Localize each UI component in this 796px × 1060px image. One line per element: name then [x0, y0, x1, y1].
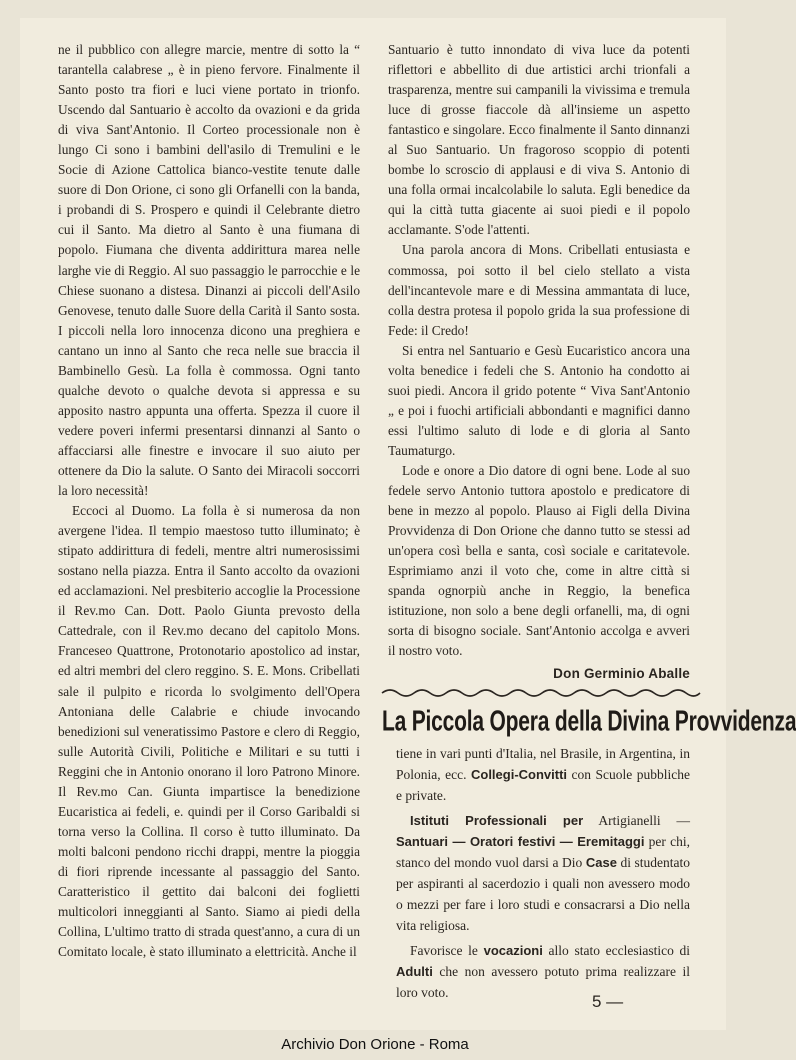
article-paragraph: Una parola ancora di Mons. Cribellati entusiasta e commossa, poi sotto il bel cielo stellato a vista dell'incantevole mare e di Messina ammantata di luce, colla destra protesa il popolo grida la sua professione di Fede: il Credo! — [388, 242, 690, 338]
advert-text: tiene in vari punti d'Italia, nel Brasile, in Argentina, in Polonia, ecc. — [396, 745, 690, 782]
article-paragraph: Lode e onore a Dio datore di ogni bene. Lode al suo fedele servo Antonio tuttora apostolo e predicatore di bene in mezzo al popolo. Plauso ai Figli della Divina Provvidenza di Don Orione che danno tutto se stessi ad un'opera così bella e santa, così sociale e caritatevole. Esprimiamo anzi il voto che, come in altre città si spanda ognorpiù anche in Reggio, la benefica istituzione, non solo a bene degli orfanelli, ma, di ogni sorta di bisogno sociale. Sant'Antonio accolga e avveri il nostro voto. — [388, 462, 690, 659]
article-paragraph: Santuario è tutto innondato di viva luce da potenti riflettori e abbellito di due artistici archi trionfali a trasparenza, mentre sui campanili la vivissima e tremula luce di grosse fiaccole dà all'insieme un aspetto fantastico e singolare. Ecco finalmente il Santo dinnanzi al Suo Santuario. Un fragoroso scoppio di potenti bombe lo scroscio di applausi e di viva S. Antonio di una folla ormai incalcolabile lo saluta. Egli benedice da qui la città tutta giacente ai suoi piedi e il popolo acclamante. S'ode l'attenti. — [388, 42, 690, 238]
magazine-page — [20, 18, 796, 1030]
advert-text: Artigianelli — — [598, 812, 690, 828]
advert-bold: Santuari — Oratori festivi — Eremitaggi — [396, 833, 645, 849]
advert-bold: Collegi-Convitti — [470, 766, 568, 782]
advert-paragraph — [396, 810, 690, 936]
article-paragraph: Si entra nel Santuario e Gesù Eucaristico ancora una volta benedice i fedeli che S. Antonio ha condotto ai suoi piedi. Ancora il grido potente “ Viva Sant'Antonio „ e poi i fuochi artificiali abbondanti e magnifici danno essi l'ultimo saluto di lode e di gloria al Santo Taumaturgo. — [388, 342, 690, 458]
advert-bold: Istituti Professionali per — [410, 812, 584, 828]
advert-body — [388, 743, 690, 1003]
advert-bold: Case — [585, 854, 617, 870]
wavy-divider — [382, 687, 700, 699]
advert-paragraph — [396, 743, 690, 806]
advert-text: Favorisce le — [410, 942, 478, 958]
advert-text: con Scuole pubbliche e private. — [396, 766, 690, 803]
right-column — [382, 40, 796, 1007]
advert-text: che non avessero potuto prima realizzare il loro voto. — [396, 963, 691, 1000]
advert-text: per chi, stanco del mondo vuol darsi a Dio — [396, 833, 691, 870]
article-paragraph: Eccoci al Duomo. La folla è si numerosa da non avergene l'idea. Il tempio maestoso tutto illuminato; è stipato addirittura di fedeli, mentre altri numerosissimi sostano nella piazza. Entra il Santo accolto da ovazioni ed acclamazioni. Nel presbiterio accoglie la Processione il Rev.mo Can. Dott. Paolo Giunta prevosto della Cattedrale, con il Rev.mo decano del capitolo Mons. Franceseo Quattrone, Protonotario apostolico ad instar, ed altri membri del clero reggino. S. E. Mons. Cribellati sale il pulpito e ricorda lo svolgimento dell'Opera Antoniana delle Calabrie e chiude invocando benedizioni sul veneratissimo Pastore e clero di Reggio, sulle Autorità Civili, Politiche e Militari e su tutti i Reggini che in Antonio onorano il loro Patrono Minore. Il Rev.mo Can. Giunta impartisce la benedizione Eucaristica ai fedeli, e. quindi per il Corso Garibaldi si torna verso la Collina. Il corso è tutto illuminato. Da molti balconi pendono ricchi drappi, mentre la pioggia di fiori riprende incessante al passaggio del Santo. Caratteristico il gettito dai balconi dei foglietti multicolori inneggianti al Santo. Siamo ai piedi della Collina, L'ultimo tratto di strada quest'anno, a cura di un Comitato locale, è stato illuminato a elettricità. Anche il — [58, 503, 360, 960]
advert-paragraph — [396, 940, 690, 1003]
archive-footer: Archivio Don Orione - Roma — [0, 1030, 750, 1058]
author-signature: Don Germinio Aballe — [553, 666, 690, 682]
advert-title: La Piccola Opera della Divina Provvidenza — [382, 705, 796, 737]
left-column — [58, 40, 360, 962]
advert-text: allo stato ecclesiastico di — [548, 942, 691, 958]
page-number: 5 — — [592, 992, 624, 1011]
advert-text: di studentato per aspiranti al sacerdozio i quali non avessero modo o mezzi per fare i loro studi e consacrarsi a Dio nella vita religiosa. — [396, 854, 691, 933]
advert-bold: vocazioni — [483, 942, 543, 958]
advert-bold: Adulti — [396, 963, 433, 979]
article-paragraph: ne il pubblico con allegre marcie, mentre di sotto la “ tarantella calabrese „ è in pieno fervore. Finalmente il Santo posto tra fiori e luci viene portato in trionfo. Uscendo dal Santuario è accolto da ovazioni e da grida di viva Sant'Antonio. Il Corteo processionale non è lungo Ci sono i bambini dell'asilo di Tremulini e le Socie di Azione Cattolica bianco-vestite tenute dalle suore di Don Orione, ci sono gli Orfanelli con la banda, i probandi di S. Prospero e quindi il Celebrante dietro cui il Santo. Ma dietro al Santo è una fiumana di popolo. Fiumana che diventa addirittura marea nelle larghe vie di Reggio. Al suo passaggio le parrocchie e le Chiese suonano a distesa. Dinanzi ai piccoli dell'Asilo Genovese, tenuto dalle Suore della Carità il Santo sosta. I piccoli nella loro innocenza dicono una preghiera e cantano un inno al Santo che reca nelle sue braccia il Bambinello Gesù. La folla è commossa. Ogni tanto qualche devoto o qualche devota si appressa e su apposito nastro appunta una offerta. Spezza il cuore il vedere poveri infermi presentarsi dinnanzi al Santo o affacciarsi alle finestre e invocare il suo aiuto per ottenere da Dio la salute. O Santo dei Miracoli soccorri la loro necessità! — [58, 42, 360, 499]
